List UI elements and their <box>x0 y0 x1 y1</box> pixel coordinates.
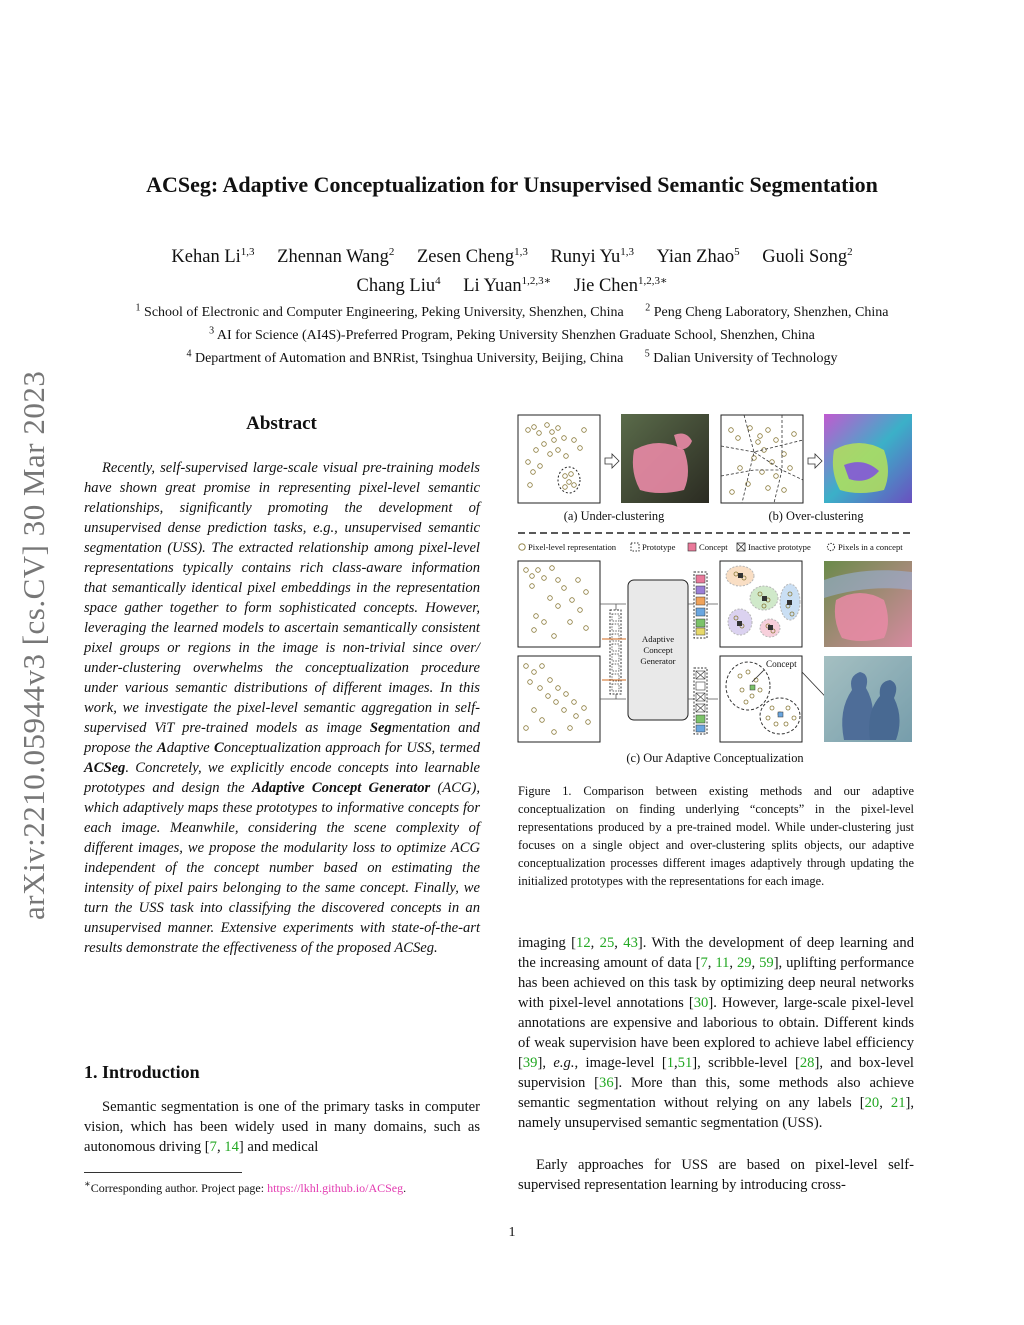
citation-link[interactable]: 7 <box>209 1139 217 1155</box>
author: Guoli Song$^2$ <box>762 246 853 268</box>
citation-link[interactable]: 29 <box>736 955 752 971</box>
svg-text:Pixel-level representation: Pixel-level representation <box>528 542 617 552</box>
affiliation-row-3: $^4$ Department of Automation and BNRist, Tsinghua University, Beijing, China $^5$ Dalian University of Technology <box>186 348 838 366</box>
svg-text:Inactive prototype: Inactive prototype <box>748 542 811 552</box>
segmented-birds-image <box>824 656 912 742</box>
footnote: ∗Corresponding author. Project page: https://lkhl.github.io/ACSeg. <box>84 1179 407 1195</box>
svg-text:Concept: Concept <box>643 645 673 655</box>
abstract-heading: Abstract <box>246 413 317 434</box>
label-under-clustering: (a) Under-clustering <box>563 509 665 523</box>
pixel-legend-icon <box>519 544 525 550</box>
author: Jie Chen$^{1,2,3∗}$ <box>573 275 668 297</box>
citation-link[interactable]: 25 <box>599 935 615 951</box>
citation-link[interactable]: 51 <box>677 1055 693 1071</box>
author-list <box>60 240 964 298</box>
citation-link[interactable]: 7 <box>700 955 708 971</box>
arrow-icon <box>808 454 822 468</box>
figure-legend <box>519 542 903 552</box>
label-adaptive-conceptualization: (c) Our Adaptive Conceptualization <box>626 751 804 765</box>
author: Kehan Li$^{1,3}$ <box>171 246 255 268</box>
svg-text:Prototype: Prototype <box>642 542 676 552</box>
abstract-body: Recently, self-supervised large-scale visual pre-training models have shown great promise in representing pixel-level semantic relationships, significantly promoting the development of unsupervised dense prediction tasks, e.g., unsupervised semantic segmentation (USS). The extracted relationship among pixel-level representations typically contains rich class-aware information that semantically identical pixel embeddings in the representation space gather together to form sophisticated concepts. However, leveraging the learned models to ascertain semantically consistent pixel groups or regions in the image is non-trivial since over/ under-clustering overwhelms the conceptualization procedure under various semantic distributions of different images. In this work, we investigate the pixel-level semantic aggregation in self-supervised ViT pre-trained models as image Segmentation and propose the Adaptive Conceptualization approach for USS, termed ACSeg. Concretely, we explicitly encode concepts into learnable prototypes and design the Adaptive Concept Generator (ACG), which adaptively maps these prototypes to informative concepts for each image. Meanwhile, considering the scene complexity of different images, we propose the modularity loss to optimize ACG independent of the concept number based on estimating the intensity of pixel pairs belonging to the same concept. Finally, we turn the USS task into classifying the discovered concepts in an unsupervised manner. Extensive experiments with state-of-the-art results demonstrate the effectiveness of the proposed ACSeg. <box>84 460 480 956</box>
citation-link[interactable]: 30 <box>693 995 709 1011</box>
svg-text:Pixels in a concept: Pixels in a concept <box>838 542 903 552</box>
representation-panel <box>518 656 600 742</box>
author: Chang Liu$^4$ <box>356 275 441 297</box>
author: Li Yuan$^{1,2,3∗}$ <box>463 275 552 297</box>
citation-link[interactable]: 36 <box>599 1075 614 1091</box>
author-line-1 <box>60 240 964 269</box>
citation-link[interactable]: 39 <box>522 1055 538 1071</box>
citation-link[interactable]: 20 <box>864 1095 880 1111</box>
concept-legend-icon <box>688 543 696 551</box>
right-column-paragraph-2: Early approaches for USS are based on pixel-level self-supervised representation learning by introducing cross- <box>518 1157 914 1193</box>
figure-1 <box>514 410 916 772</box>
label-over-clustering: (b) Over-clustering <box>768 509 864 523</box>
affiliation-row-2: $^3$ AI for Science (AI4S)-Preferred Program, Peking University Shenzhen Graduate School, Shenzhen, China <box>209 325 815 343</box>
citation-link[interactable]: 59 <box>759 955 774 971</box>
arrow-icon <box>605 454 619 468</box>
pixels-in-concept-legend-icon <box>827 543 834 550</box>
citation-link[interactable]: 21 <box>890 1095 906 1111</box>
author: Zhennan Wang$^2$ <box>277 246 395 268</box>
prototype-stack <box>610 610 621 694</box>
intro-paragraph: Semantic segmentation is one of the primary tasks in computer vision, which has been widely used in many domains, such as autonomous driving [7, 14] and medical <box>84 1099 480 1155</box>
citation-link[interactable]: 1 <box>666 1055 674 1071</box>
author-line-2 <box>60 269 964 298</box>
panel-under-clustering <box>518 414 709 523</box>
citation-link[interactable]: 28 <box>799 1055 815 1071</box>
pink-segmented-cow-image <box>824 561 912 647</box>
page-number: 1 <box>508 1225 516 1240</box>
footnote-rule <box>84 1172 242 1173</box>
prototype-legend-icon <box>631 543 639 551</box>
citation-link[interactable]: 11 <box>715 955 730 971</box>
citation-link[interactable]: 12 <box>576 935 591 951</box>
affiliation-row-1: $^1$ School of Electronic and Computer Engineering, Peking University, Shenzhen, China $^2$ Peng Cheng Laboratory, Shenzhen, China <box>135 302 889 320</box>
svg-text:Concept: Concept <box>699 542 728 552</box>
figure-caption: Figure 1. Comparison between existing methods and our adaptive conceptualization on finding underlying “concepts” in the pixel-level representations produced by a pre-trained model. While under-clustering just focuses on a single object and over-clustering splits objects, our adaptive conceptualization processes different images adaptively through updating the initialized prototypes with the representations for each image. <box>518 784 914 888</box>
svg-text:Adaptive: Adaptive <box>641 634 675 644</box>
concept-callout: Concept <box>766 659 797 669</box>
author: Yian Zhao$^5$ <box>656 246 740 268</box>
section-heading-introduction: 1. Introduction <box>84 1062 200 1082</box>
citation-link[interactable]: 14 <box>224 1139 239 1155</box>
paper-title: ACSeg: Adaptive Conceptualization for Unsupervised Semantic Segmentation <box>146 172 878 197</box>
arxiv-identifier: arXiv:2210.05944v3 [cs.CV] 30 Mar 2023 <box>16 370 51 920</box>
svg-text:Generator: Generator <box>640 656 676 666</box>
author: Runyi Yu$^{1,3}$ <box>550 246 634 268</box>
right-column-paragraph: imaging [12, 25, 43]. With the development of deep learning and the increasing amount of data [7, 11, 29, 59], uplifting performance has been achieved on this task by optimizing deep neural networks with pixel-level annotations [30]. However, large-scale pixel-level annotations are expensive and laborious to obtain. Different kinds of weak supervision have been explored to achieve label efficiency [39], e.g., image-level [1,51], scribble-level [28], and box-level supervision [36]. More than this, some methods also achieve semantic segmentation without relying on any labels [20, 21], namely unsupervised semantic segmentation (USS). <box>518 935 915 1131</box>
citation-link[interactable]: 43 <box>623 935 638 951</box>
panel-over-clustering <box>721 414 912 523</box>
author: Zesen Cheng$^{1,3}$ <box>416 246 528 268</box>
project-page-link[interactable]: https://lkhl.github.io/ACSeg <box>267 1181 404 1195</box>
